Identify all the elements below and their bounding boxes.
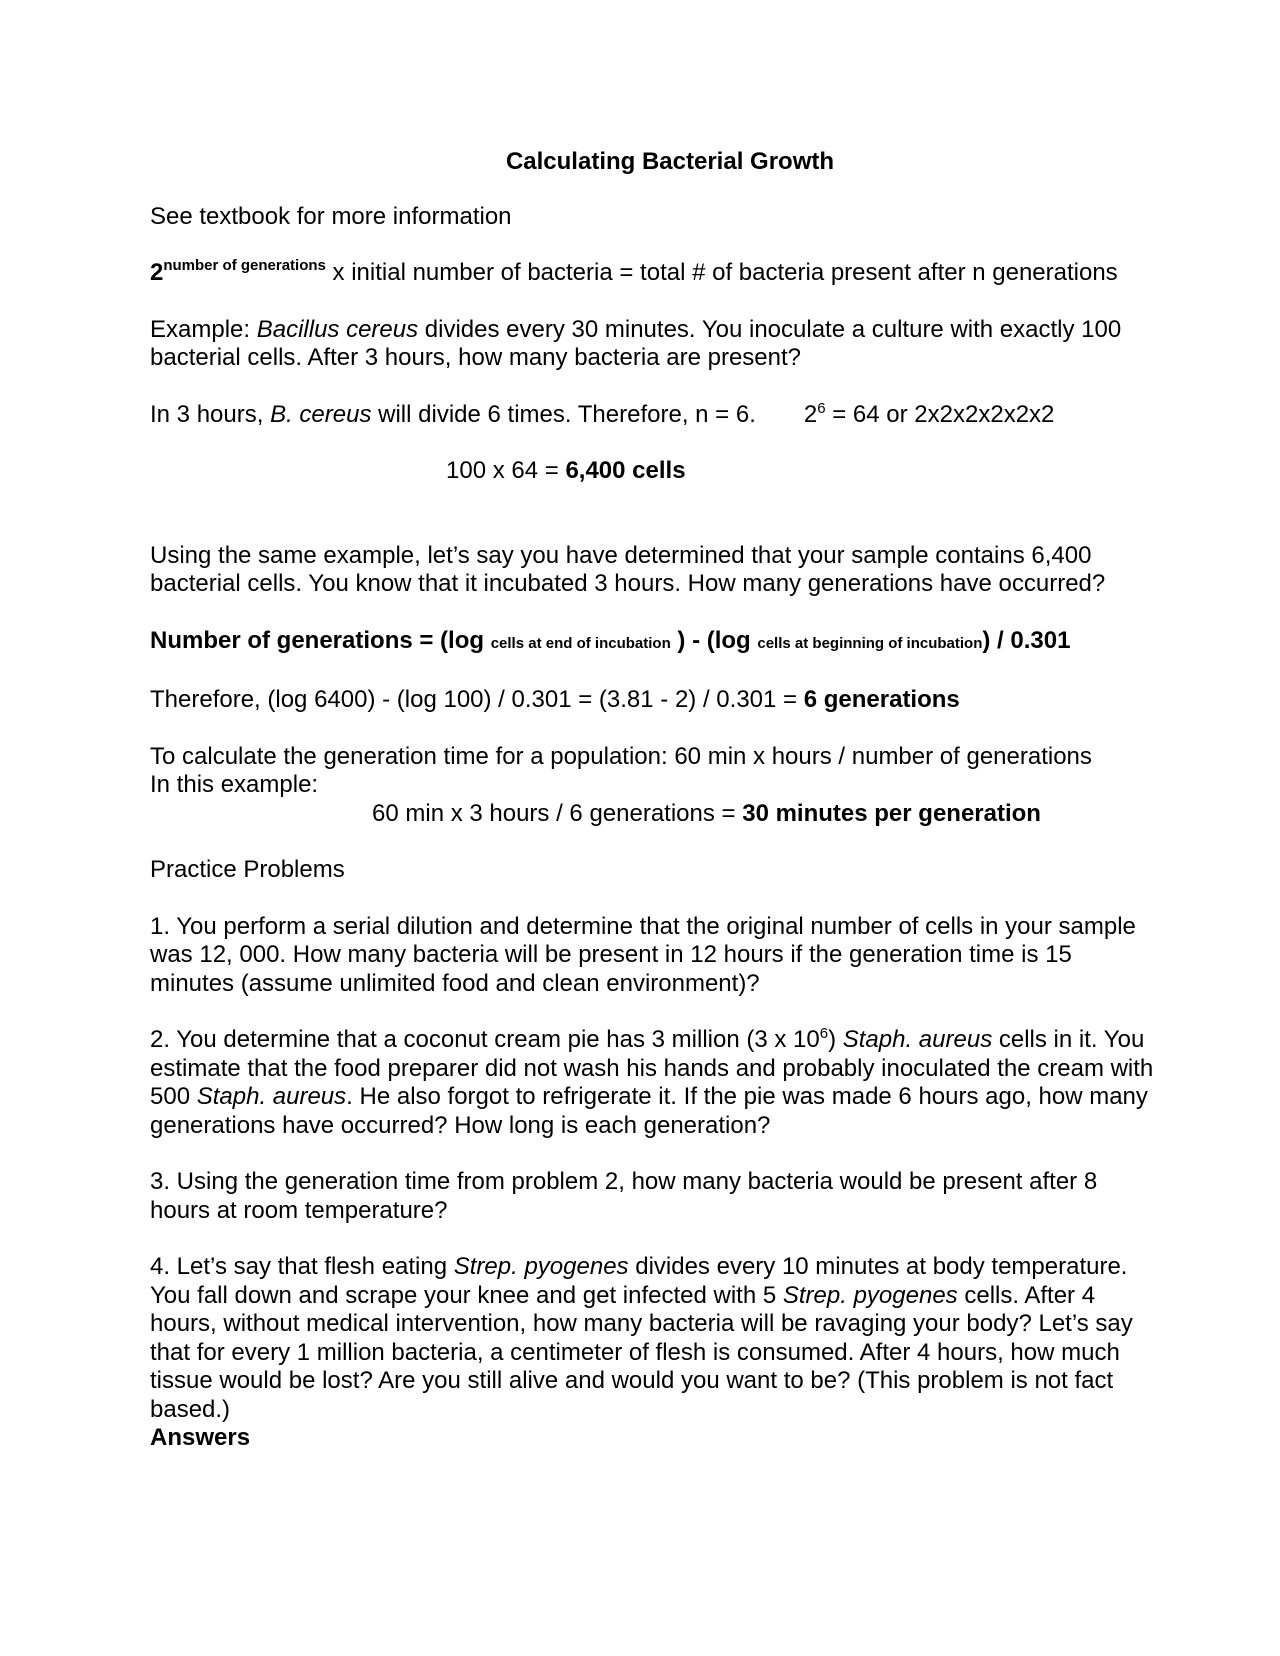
gen-time-value: 30 minutes per generation bbox=[742, 799, 1041, 827]
problem-2-text-d: . He also forgot to refrigerate it. If the pie was made 6 hours ago, how many generations have occurred? How long is each generation? bbox=[150, 1083, 1148, 1139]
formula-exponent: number of generations bbox=[163, 257, 326, 274]
gen-time-expr: 60 min x 3 hours / 6 generations = bbox=[372, 799, 743, 827]
problem-2-text-c: cells in it. You estimate that the food preparer did not wash his hands and probably inoculated the cream with 500 bbox=[150, 1026, 1154, 1110]
same-example-paragraph bbox=[150, 542, 1160, 599]
gen-formula-part2: ) - (log bbox=[670, 626, 758, 654]
problem-2-text-a: 2. You determine that a coconut cream pie has 3 million (3 x 10 bbox=[150, 1026, 820, 1053]
problem-4-organism-2: Strep. pyogenes bbox=[782, 1281, 958, 1309]
practice-heading: Practice Problems bbox=[150, 856, 345, 883]
gen-time-line2: In this example: bbox=[150, 771, 319, 798]
generation-time-paragraph bbox=[150, 743, 1160, 829]
example-text: divides every 30 minutes. You inoculate a culture with exactly 100 bacterial cells. After 3 hours, how many bacteria are present? bbox=[150, 315, 1122, 371]
problem-4-text-b: divides every 10 minutes at body temperature. You fall down and scrape your knee and get infected with 5 bbox=[150, 1253, 1128, 1309]
example-organism: Bacillus cereus bbox=[256, 315, 419, 343]
page-title: Calculating Bacterial Growth bbox=[505, 148, 835, 175]
division-paragraph bbox=[150, 401, 1160, 430]
problem-2-exponent: 6 bbox=[819, 1025, 829, 1042]
example-paragraph bbox=[150, 316, 1160, 373]
example-lead: Example: bbox=[150, 315, 257, 343]
therefore-paragraph bbox=[150, 686, 1160, 715]
therefore-text: Therefore, (log 6400) - (log 100) / 0.301 = (3.81 - 2) / 0.301 = bbox=[150, 686, 804, 713]
gen-formula-sub1: cells at end of incubation bbox=[490, 634, 671, 652]
problem-4 bbox=[150, 1253, 1160, 1424]
intro-text bbox=[150, 203, 1160, 232]
problem-2-organism-1: Staph. aureus bbox=[842, 1026, 993, 1053]
division-lead: In 3 hours, bbox=[150, 400, 271, 428]
problem-1: 1. You perform a serial dilution and determine that the original number of cells in your sample was 12, 000. How many bacteria will be present in 12 hours if the generation time is 15 minutes (assume unlimited food and clean environment)? bbox=[150, 912, 1136, 997]
answers-heading bbox=[150, 1424, 1160, 1453]
result-expr: 100 x 64 = bbox=[446, 457, 566, 484]
result-value: 6,400 cells bbox=[565, 457, 686, 484]
result-equation bbox=[150, 457, 1160, 486]
gen-time-equation bbox=[150, 800, 1041, 829]
problem-2 bbox=[150, 1026, 1160, 1140]
document-body bbox=[150, 148, 1160, 1481]
power-base: 2 bbox=[803, 400, 818, 428]
problem-2-text-b: ) bbox=[828, 1026, 843, 1053]
formula-rest: x initial number of bacteria = total # of bacteria present after n generations bbox=[325, 259, 1118, 286]
formula-base: 2 bbox=[150, 259, 164, 286]
division-text: will divide 6 times. Therefore, n = 6. bbox=[371, 400, 756, 428]
gen-formula-sub2: cells at beginning of incubation bbox=[757, 634, 983, 652]
gen-formula-part3: ) / 0.301 bbox=[982, 626, 1071, 654]
intro-label: See textbook for more information bbox=[150, 202, 512, 230]
gen-formula-part1: Number of generations = (log bbox=[150, 626, 491, 654]
power-rest: = 64 or 2x2x2x2x2x2 bbox=[825, 400, 1055, 428]
division-organism: B. cereus bbox=[270, 400, 372, 428]
problem-2-organism-2: Staph. aureus bbox=[196, 1083, 347, 1110]
problem-3: 3. Using the generation time from problem 2, how many bacteria would be present after 8 hours at room temperature? bbox=[150, 1168, 1098, 1224]
problem-4-text-c: cells. After 4 hours, without medical intervention, how many bacteria will be ravaging your body? Let’s say that for every 1 million bacteria, a centimeter of flesh is consumed. After 4 hours, how much tissue would be lost? Are you still alive and would you want to be? (This problem is not fact based.) bbox=[150, 1281, 1133, 1423]
growth-formula bbox=[150, 259, 1160, 288]
same-example-text: Using the same example, let’s say you have determined that your sample contains 6,400 bacterial cells. You know that it incubated 3 hours. How many generations have occurred? bbox=[150, 541, 1106, 597]
answers-label: Answers bbox=[150, 1424, 251, 1451]
problem-4-text-a: 4. Let’s say that flesh eating bbox=[150, 1253, 454, 1280]
power-exponent: 6 bbox=[817, 399, 826, 417]
gen-time-line1: To calculate the generation time for a population: 60 min x hours / number of generations bbox=[150, 742, 1092, 770]
therefore-value: 6 generations bbox=[803, 686, 960, 713]
generations-formula bbox=[150, 627, 1160, 659]
problem-4-organism-1: Strep. pyogenes bbox=[453, 1253, 629, 1280]
